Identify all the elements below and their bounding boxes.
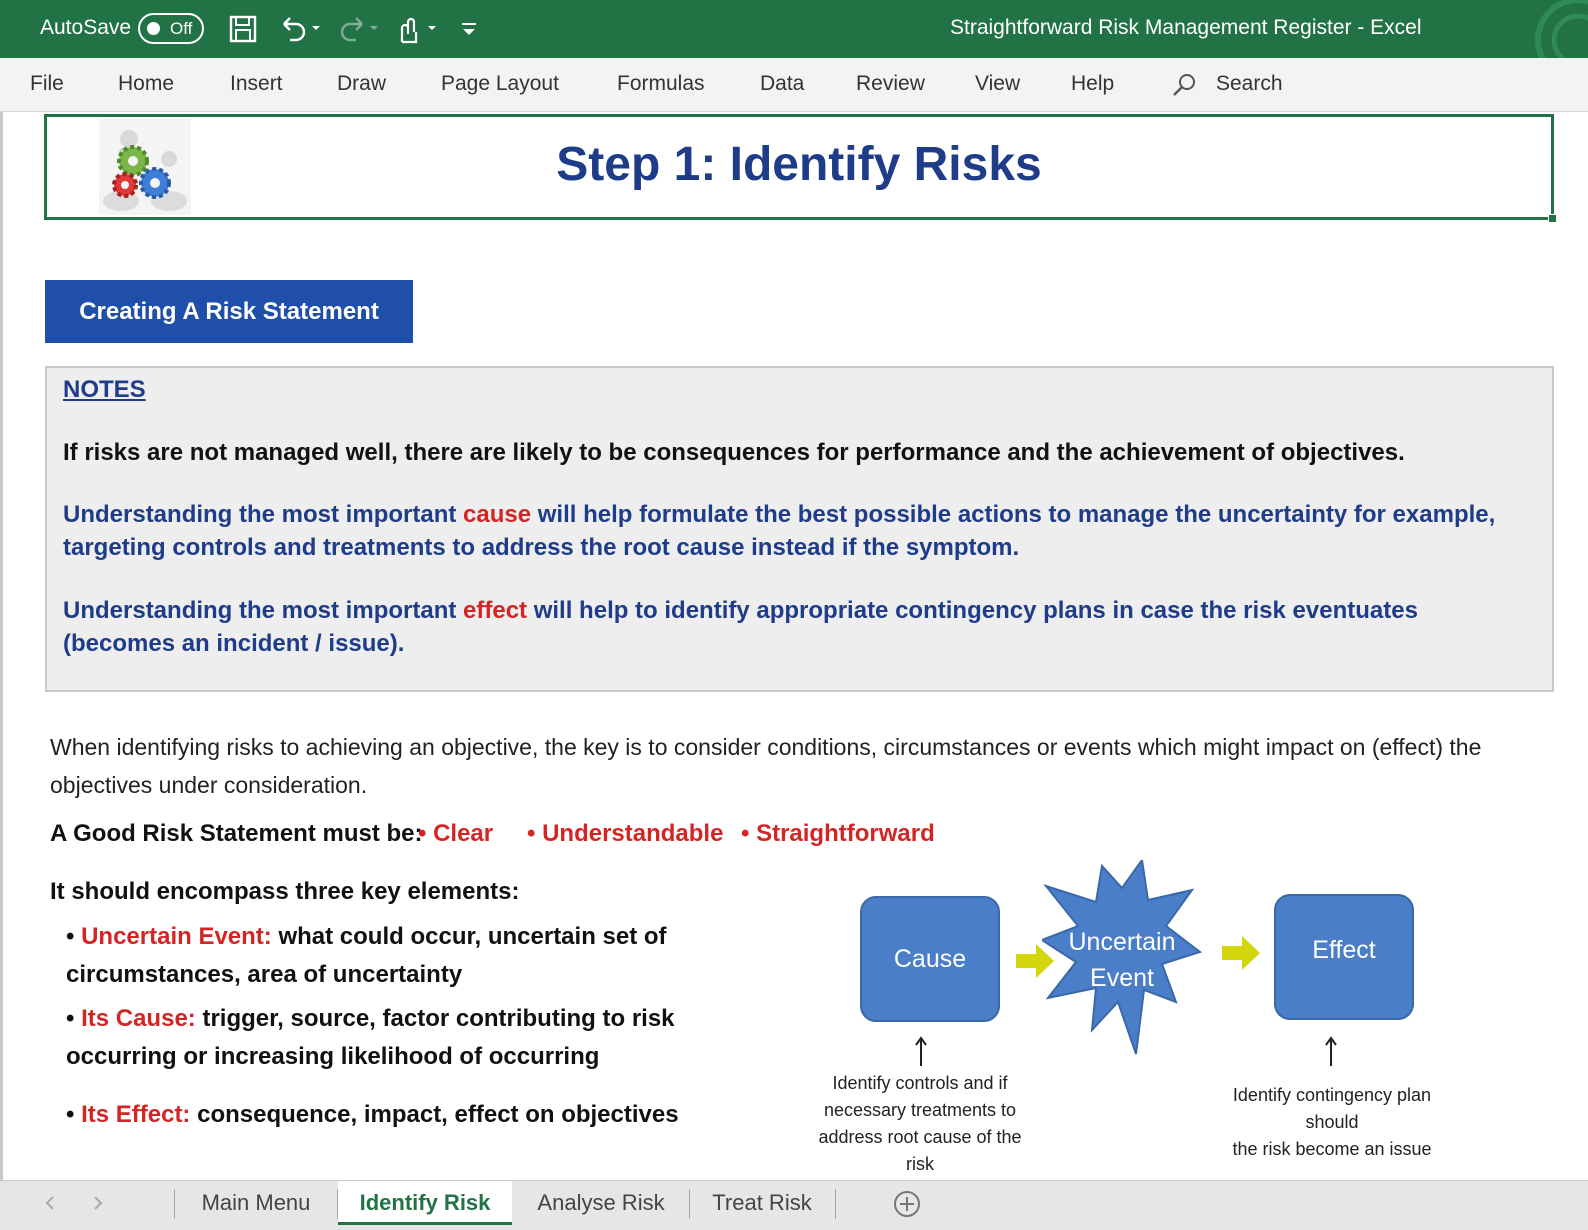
cause-highlight: cause <box>463 501 532 528</box>
tab-separator <box>174 1189 175 1219</box>
bullet: • <box>66 1101 82 1128</box>
undo-icon[interactable] <box>276 12 324 46</box>
search-label[interactable]: Search <box>1216 72 1283 95</box>
document-title: Straightforward Risk Management Register - Excel <box>950 16 1422 39</box>
cause-text-after: will help formulate the best possible actions to manage the uncertainty for example, targeting controls and treatments to address the root cause instead if the symptom. <box>63 501 1496 561</box>
effect-text-before: Understanding the most important <box>63 597 464 624</box>
arrow-up-icon <box>914 1036 928 1066</box>
caption-line: necessary treatments to <box>823 1100 1017 1120</box>
autosave-toggle[interactable] <box>138 13 204 44</box>
sheet-tab-treat-risk[interactable]: Treat Risk <box>712 1190 812 1215</box>
element-term: Uncertain Event: <box>81 923 272 950</box>
ribbon-tabs <box>0 58 1588 112</box>
good-item-clear: • Clear <box>418 820 494 847</box>
notes-paragraph-consequences: If risks are not managed well, there are likely to be consequences for performance and the achievement of objectives. <box>63 439 1405 466</box>
scroll-left-icon[interactable] <box>40 1193 60 1213</box>
caption-line: address root cause of the risk <box>818 1127 1022 1174</box>
add-sheet-icon[interactable] <box>892 1189 922 1219</box>
tab-data[interactable]: Data <box>760 72 805 95</box>
redo-icon[interactable] <box>336 12 384 46</box>
cause-caption <box>810 1070 1030 1178</box>
tab-formulas[interactable]: Formulas <box>617 72 705 95</box>
sheet-tab-main-menu[interactable]: Main Menu <box>201 1190 311 1215</box>
touch-mode-icon[interactable] <box>392 12 442 46</box>
step-header-box[interactable] <box>44 114 1554 220</box>
event-line-1: Uncertain <box>1068 928 1176 956</box>
element-effect <box>66 1096 786 1134</box>
tab-separator <box>835 1189 836 1219</box>
sheet-tab-analyse-risk[interactable]: Analyse Risk <box>537 1190 665 1215</box>
scroll-right-icon[interactable] <box>88 1193 108 1213</box>
tab-home[interactable]: Home <box>118 72 175 95</box>
intro-paragraph: When identifying risks to achieving an objective, the key is to consider conditions, circumstances or events which might impact on (effect) the objectives under consideration. <box>50 734 1482 798</box>
save-icon[interactable] <box>226 12 260 46</box>
tab-insert[interactable]: Insert <box>230 72 283 95</box>
creating-risk-statement-button[interactable]: Creating A Risk Statement <box>45 280 413 343</box>
sheet-tabs-bar <box>0 1180 1588 1230</box>
toggle-knob <box>147 22 160 35</box>
effect-text-after: will help to identify appropriate contingency plans in case the risk eventuates (becomes an incident / issue). <box>63 597 1418 657</box>
effect-box: Effect <box>1274 894 1414 1020</box>
bullet: • <box>66 923 82 950</box>
uncertain-event-label <box>1052 924 1192 996</box>
caption-line: the risk become an issue <box>1232 1139 1432 1159</box>
notes-paragraph-effect <box>63 594 1533 660</box>
cause-text-before: Understanding the most important <box>63 501 464 528</box>
tab-help[interactable]: Help <box>1071 72 1115 95</box>
arrow-right-icon <box>1222 936 1260 970</box>
element-term: Its Cause: <box>81 1005 196 1032</box>
bullet: • <box>66 1005 82 1032</box>
effect-caption <box>1212 1082 1452 1163</box>
autosave-state: Off <box>170 19 193 38</box>
element-uncertain-event <box>66 918 786 994</box>
risk-diagram <box>818 860 1470 1174</box>
notes-heading: NOTES <box>63 376 146 403</box>
notes-panel <box>45 366 1554 692</box>
element-cause <box>66 1000 786 1076</box>
arrow-up-icon <box>1324 1036 1338 1066</box>
elements-heading: It should encompass three key elements: <box>50 878 520 905</box>
tab-page-layout[interactable]: Page Layout <box>441 72 559 95</box>
customize-toolbar-icon[interactable] <box>456 12 482 46</box>
good-item-understandable: • Understandable <box>527 820 724 847</box>
element-desc: consequence, impact, effect on objectives <box>190 1101 679 1128</box>
notes-paragraph-cause <box>63 498 1533 564</box>
cause-box: Cause <box>860 896 1000 1022</box>
sheet-tab-identify-risk[interactable]: Identify Risk <box>338 1181 512 1225</box>
title-bar <box>0 0 1588 58</box>
good-statement-label: A Good Risk Statement must be: <box>50 820 423 847</box>
tab-file[interactable]: File <box>30 72 64 95</box>
caption-line: Identify controls and if <box>832 1073 1008 1093</box>
selection-handle[interactable] <box>1548 214 1557 223</box>
element-desc: trigger, source, factor contributing to risk occurring or increasing likelihood of occurring <box>66 1005 675 1070</box>
decorative-swirl-icon <box>1498 0 1588 58</box>
tab-draw[interactable]: Draw <box>337 72 387 95</box>
event-line-2: Event <box>1090 964 1154 992</box>
element-term: Its Effect: <box>81 1101 191 1128</box>
search-icon[interactable] <box>1170 71 1198 99</box>
element-desc: what could occur, uncertain set of circumstances, area of uncertainty <box>66 923 667 988</box>
good-item-straightforward: • Straightforward <box>741 820 935 847</box>
autosave-label: AutoSave <box>40 16 132 39</box>
tab-view[interactable]: View <box>975 72 1021 95</box>
effect-highlight: effect <box>463 597 528 624</box>
caption-line: Identify contingency plan should <box>1232 1085 1432 1132</box>
page-title: Step 1: Identify Risks <box>556 138 1042 191</box>
tab-review[interactable]: Review <box>856 72 925 95</box>
